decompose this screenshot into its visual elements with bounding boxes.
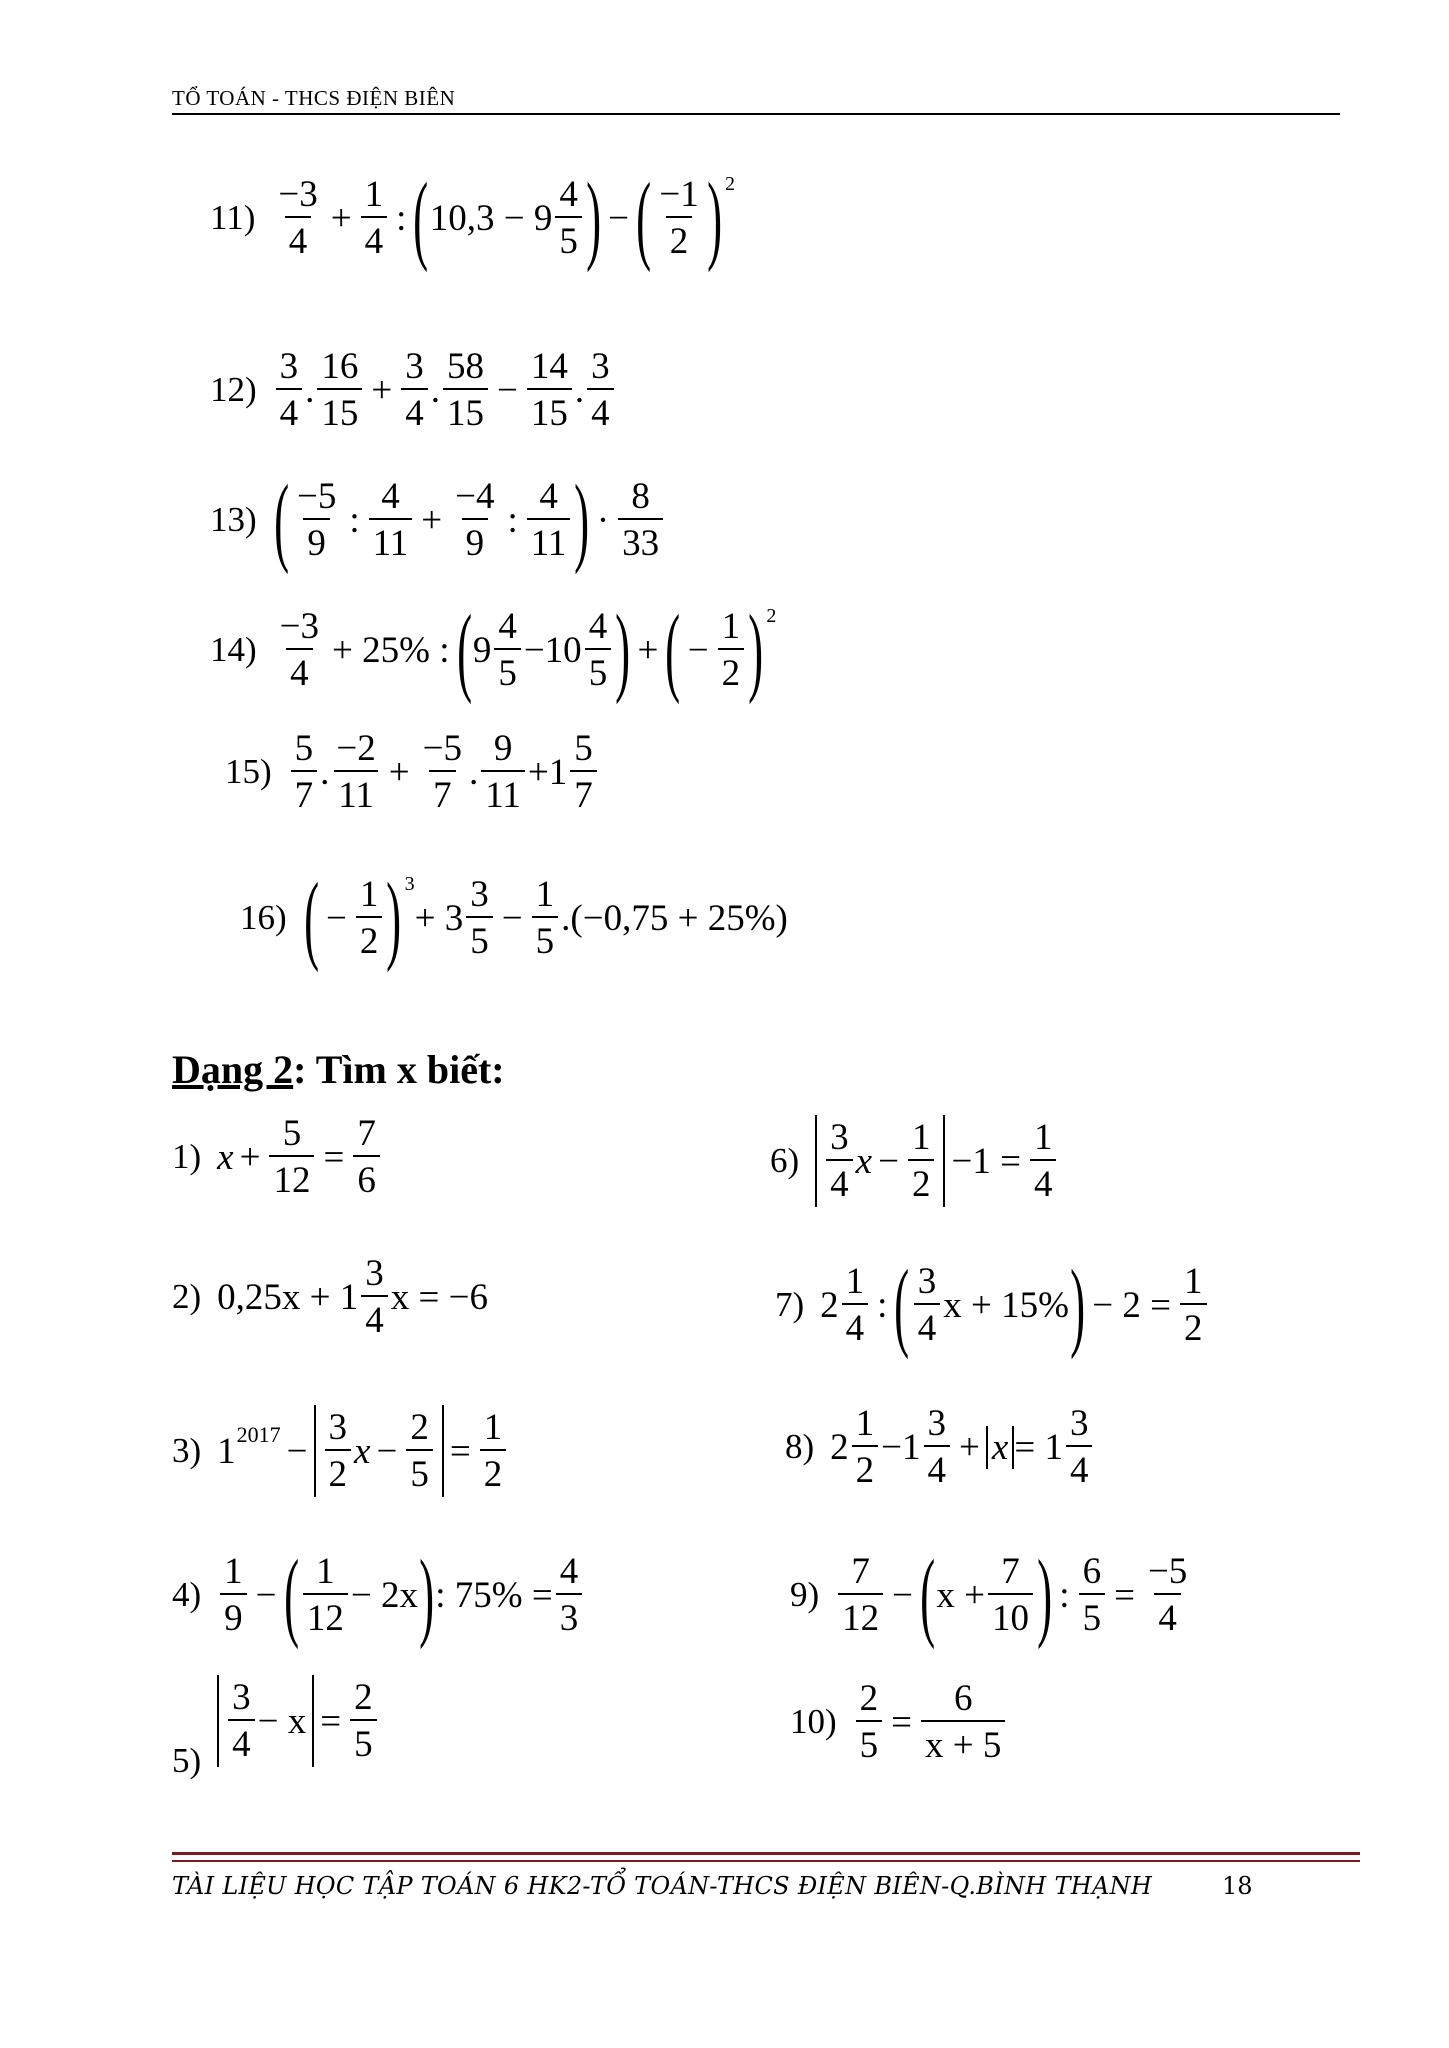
fraction: $\frac{3}{4}$ bbox=[228, 1679, 255, 1763]
problem-15: 15) $\frac{5}{7}$ . $\frac{-2}{11}$ + $\frac{-5}{7}$ . $\frac{9}{11}$ +1 $\frac{5}{7}$ bbox=[225, 730, 600, 814]
fraction: $\frac{3}{4}$ bbox=[587, 348, 614, 432]
exponent: 2017 bbox=[236, 1422, 281, 1447]
problem-number: 15) bbox=[225, 752, 272, 791]
problem-number: 13) bbox=[210, 500, 257, 539]
fraction: $\frac{7}{12}$ bbox=[838, 1553, 883, 1637]
fraction: $\frac{3}{4}$ bbox=[401, 348, 428, 432]
fraction: $\frac{-5}{7}$ bbox=[422, 728, 463, 816]
fraction: $\frac{4}{5}$ bbox=[494, 608, 521, 692]
fraction: $\frac{3}{4}$ bbox=[826, 1119, 853, 1203]
fraction: $\frac{1}{9}$ bbox=[220, 1553, 247, 1637]
fraction: $\frac{5}{7}$ bbox=[291, 730, 318, 814]
fraction: $\frac{16}{15}$ bbox=[317, 348, 362, 432]
fraction: $\frac{1}{2}$ bbox=[356, 876, 383, 960]
fraction: $\frac{1}{2}$ bbox=[718, 608, 745, 692]
fraction: $\frac{1}{12}$ bbox=[303, 1553, 348, 1637]
fraction: $\frac{3}{2}$ bbox=[325, 1409, 352, 1493]
problem-number: 4) bbox=[172, 1575, 202, 1614]
fraction: $\frac{1}{4}$ bbox=[361, 176, 388, 260]
exponent: 2 bbox=[766, 604, 777, 627]
fraction: $\frac{4}{11}$ bbox=[527, 478, 571, 562]
fraction: $\frac{1}{2}$ bbox=[1180, 1263, 1207, 1347]
findx-9: 9) $\frac{7}{12}$ − ( x + $\frac{7}{10}$ ) : $\frac{6}{5}$ = $\frac{-5}{4}$ bbox=[790, 1545, 1194, 1645]
fraction: $\frac{1}{2}$ bbox=[480, 1409, 507, 1493]
fraction: $\frac{1}{2}$ bbox=[852, 1405, 879, 1489]
problem-14: 14) $\frac{-3}{4}$ + 25% : ( 9 $\frac{4}{5}$ −10 $\frac{4}{5}$ ) + ( − $\frac{1}{2}$ ) 2 bbox=[210, 594, 777, 705]
problem-number: 12) bbox=[210, 370, 257, 409]
page-header: TỔ TOÁN - THCS ĐIỆN BIÊN bbox=[172, 86, 1340, 115]
problem-number: 9) bbox=[790, 1575, 820, 1614]
fraction: $\frac{-3}{4}$ bbox=[279, 606, 320, 694]
findx-10: 10) $\frac{2}{5}$ = $\frac{6}{x + 5}$ bbox=[790, 1680, 1008, 1764]
fraction: $\frac{3}{5}$ bbox=[466, 876, 493, 960]
absolute-value: $\frac{3}{4}$ x − $\frac{1}{2}$ bbox=[815, 1115, 945, 1207]
page-footer: TÀI LIỆU HỌC TẬP TOÁN 6 HK2-TỔ TOÁN-THCS ĐIỆN BIÊN-Q.BÌNH THẠNH bbox=[172, 1872, 1153, 1900]
footer-divider bbox=[172, 1852, 1360, 1862]
fraction: $\frac{-4}{9}$ bbox=[455, 476, 495, 564]
findx-3: 3) 1 2017 − $\frac{3}{2}$ x − $\frac{2}{5}$ = $\frac{1}{2}$ bbox=[172, 1405, 509, 1497]
problem-16: 16) ( − $\frac{1}{2}$ ) 3 + 3 $\frac{3}{5}$ − $\frac{1}{5}$ .(−0,75 + 25%) bbox=[240, 862, 788, 973]
fraction: $\frac{-3}{4}$ bbox=[278, 174, 318, 262]
fraction: $\frac{-5}{4}$ bbox=[1147, 1551, 1188, 1639]
fraction: $\frac{4}{5}$ bbox=[585, 608, 612, 692]
fraction: $\frac{7}{6}$ bbox=[353, 1115, 380, 1199]
section-heading: Dạng 2: Tìm x biết: bbox=[172, 1047, 505, 1092]
fraction: $\frac{2}{5}$ bbox=[350, 1679, 377, 1763]
fraction: $\frac{8}{33}$ bbox=[618, 478, 663, 562]
problem-number: 14) bbox=[210, 630, 257, 669]
findx-4: 4) $\frac{1}{9}$ − ( $\frac{1}{12}$ − 2x ) : 75% = $\frac{4}{3}$ bbox=[172, 1545, 585, 1645]
fraction: $\frac{-1}{2}$ bbox=[659, 174, 699, 262]
exponent: 2 bbox=[725, 172, 736, 195]
fraction: $\frac{2}{5}$ bbox=[406, 1409, 433, 1493]
problem-number: 5) bbox=[172, 1741, 202, 1780]
problem-number: 1) bbox=[172, 1137, 202, 1176]
findx-5: 5) $\frac{3}{4}$ − x = $\frac{2}{5}$ bbox=[172, 1675, 380, 1767]
absolute-value: $\frac{3}{2}$ x − $\frac{2}{5}$ bbox=[314, 1405, 444, 1497]
fraction: $\frac{2}{5}$ bbox=[856, 1680, 883, 1764]
problem-number: 8) bbox=[785, 1427, 815, 1466]
problem-number: 2) bbox=[172, 1277, 202, 1316]
problem-13: 13) ( $\frac{-5}{9}$ : $\frac{4}{11}$ + $\frac{-4}{9}$ : $\frac{4}{11}$ ) · $\frac{8}{33}$ bbox=[210, 470, 666, 570]
absolute-value: x bbox=[986, 1426, 1014, 1469]
fraction: $\frac{-2}{11}$ bbox=[332, 730, 379, 814]
problem-number: 10) bbox=[790, 1702, 837, 1741]
fraction: $\frac{4}{11}$ bbox=[369, 478, 413, 562]
fraction: $\frac{-5}{9}$ bbox=[296, 476, 337, 564]
whole-part: 10,3 − 9 bbox=[429, 197, 553, 239]
fraction: $\frac{3}{4}$ bbox=[276, 348, 303, 432]
fraction: $\frac{7}{10}$ bbox=[988, 1553, 1033, 1637]
findx-8: 8) 2 $\frac{1}{2}$ −1 $\frac{3}{4}$ + x = 1 $\frac{3}{4}$ bbox=[785, 1405, 1095, 1489]
fraction: $\frac{9}{11}$ bbox=[481, 730, 525, 814]
fraction: $\frac{6}{x + 5}$ bbox=[921, 1680, 1005, 1764]
percent-term: + 25% : bbox=[332, 629, 450, 671]
problem-number: 11) bbox=[210, 198, 256, 237]
fraction: $\frac{58}{15}$ bbox=[443, 348, 488, 432]
fraction: $\frac{4}{3}$ bbox=[556, 1553, 583, 1637]
fraction: $\frac{5}{12}$ bbox=[269, 1115, 314, 1199]
problem-12: 12) $\frac{3}{4}$ . $\frac{16}{15}$ + $\frac{3}{4}$ . $\frac{58}{15}$ − $\frac{14}{15}$ . $\frac{3}{4}$ bbox=[210, 348, 617, 432]
findx-2: 2) 0,25x + 1 $\frac{3}{4}$ x = −6 bbox=[172, 1253, 489, 1341]
fraction: $\frac{5}{7}$ bbox=[570, 730, 597, 814]
problem-number: 16) bbox=[240, 898, 287, 937]
problem-number: 3) bbox=[172, 1431, 202, 1470]
fraction: $\frac{1}{2}$ bbox=[908, 1119, 935, 1203]
fraction: $\frac{4}{5}$ bbox=[555, 176, 582, 260]
fraction: $\frac{1}{5}$ bbox=[532, 876, 559, 960]
fraction: $\frac{1}{4}$ bbox=[842, 1263, 869, 1347]
findx-7: 7) 2 $\frac{1}{4}$ : ( $\frac{3}{4}$ x + 15% ) − 2 = $\frac{1}{2}$ bbox=[775, 1255, 1210, 1355]
problem-number: 7) bbox=[775, 1285, 805, 1324]
findx-1: 1) x + $\frac{5}{12}$ = $\frac{7}{6}$ bbox=[172, 1115, 383, 1199]
exponent: 3 bbox=[404, 872, 415, 895]
absolute-value: $\frac{3}{4}$ − x bbox=[217, 1675, 314, 1767]
fraction: $\frac{3}{4}$ bbox=[361, 1255, 388, 1339]
fraction: $\frac{14}{15}$ bbox=[527, 348, 572, 432]
findx-6: 6) $\frac{3}{4}$ x − $\frac{1}{2}$ −1 = $\frac{1}{4}$ bbox=[770, 1115, 1059, 1207]
fraction: $\frac{3}{4}$ bbox=[924, 1405, 951, 1489]
fraction: $\frac{3}{4}$ bbox=[914, 1263, 941, 1347]
fraction: $\frac{6}{5}$ bbox=[1079, 1553, 1106, 1637]
problem-11: 11) $\frac{-3}{4}$ + $\frac{1}{4}$ : ( 10,3 − 9 $\frac{4}{5}$ ) − ( $\frac{-1}{2}$ ) 2 bbox=[210, 162, 736, 273]
problem-number: 6) bbox=[770, 1141, 800, 1180]
fraction: $\frac{1}{4}$ bbox=[1030, 1119, 1057, 1203]
fraction: $\frac{3}{4}$ bbox=[1066, 1405, 1093, 1489]
page-number: 18 bbox=[1222, 1872, 1253, 1900]
